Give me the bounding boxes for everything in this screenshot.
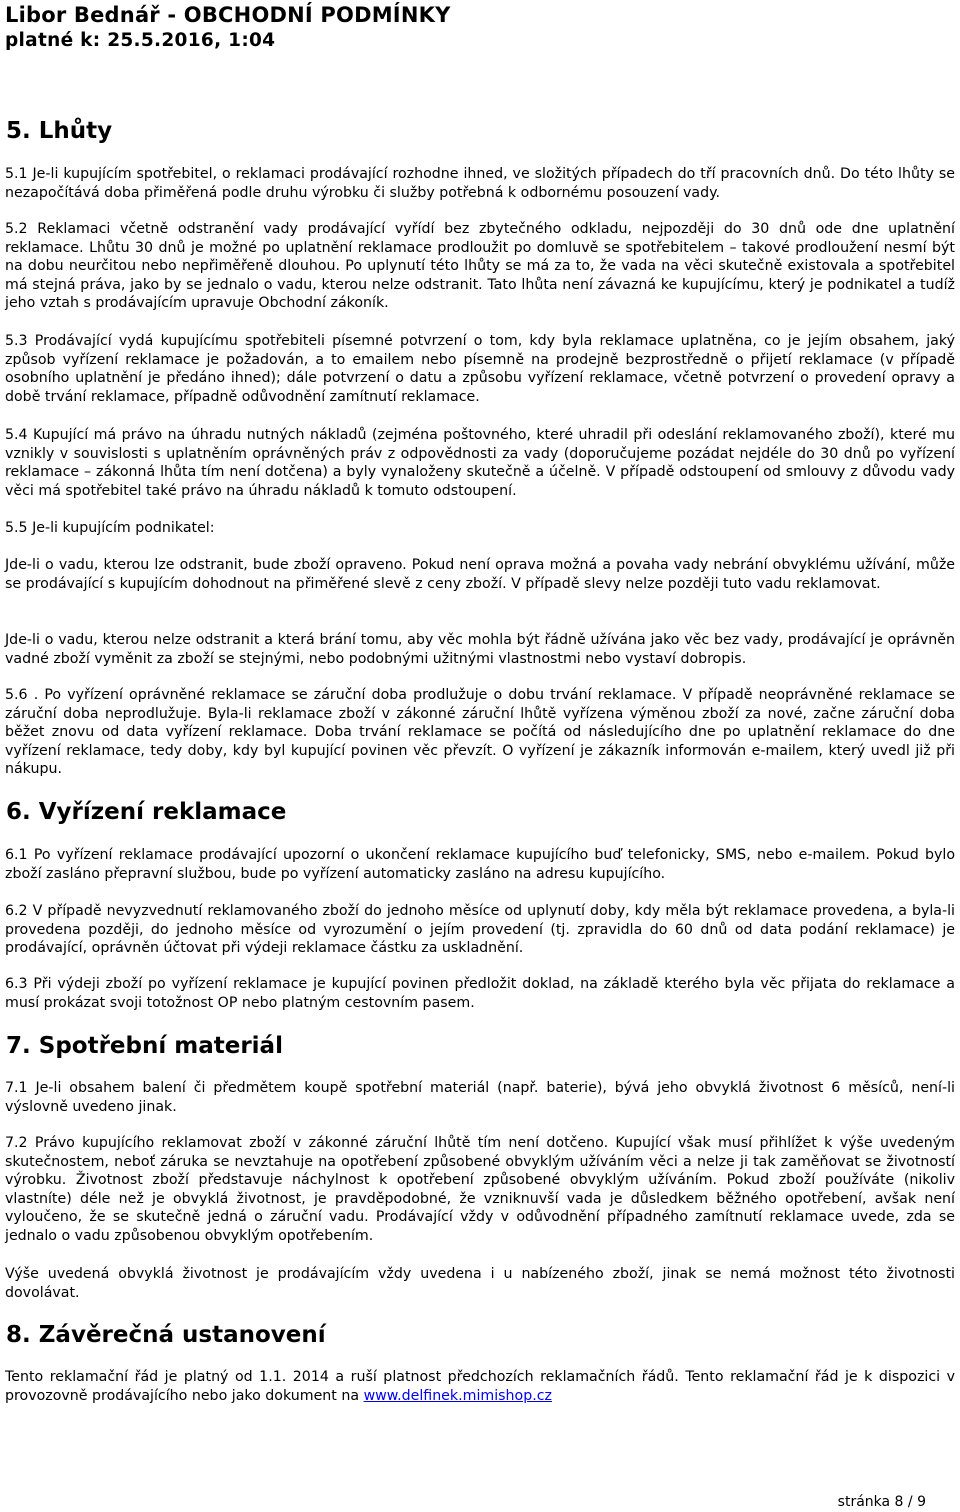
paragraph-5-3: 5.3 Prodávající vydá kupujícímu spotřebiteli písemné potvrzení o tom, kdy byla reklamace uplatněna, co je jejím obsahem, jaký způsob vyřízení reklamace je požadován, a to emailem nebo písemně na prodejně bezprostředně o přijetí reklamace (v případě osobního uplatnění je předáno ihned); dále potvrzení o datu a způsobu vyřízení reklamace, včetně potvrzení o provedení opravy a době trvání reklamace, případně odůvodnění zamítnutí reklamace.	[5, 333, 955, 405]
paragraph-5-6: 5.6 . Po vyřízení oprávněné reklamace se záruční doba prodlužuje o dobu trvání reklamace. V případě neoprávněné reklamace se záruční doba neprodlužuje. Byla-li reklamace zboží v zákonné záruční lhůtě vyřízena výměnou zboží za nové, začne záruční doba běžet znovu od data vyřízení reklamace. Doba trvání reklamace se počítá od následujícího dne po uplatnění reklamace do dne vyřízení reklamace, tedy doby, kdy byl kupující povinen věc převzít. O vyřízení je zákazník informován e-mailem, který uvedl již při nákupu.	[5, 687, 955, 778]
section-heading-5: 5. Lhůty	[6, 118, 113, 144]
section-heading-8: 8. Závěrečná ustanovení	[6, 1322, 326, 1348]
section-heading-6: 6. Vyřízení reklamace	[6, 799, 287, 825]
paragraph-7-3: Výše uvedená obvyklá životnost je prodávajícím vždy uvedena i u nabízeného zboží, jinak se nemá možnost této životnosti dovolávat.	[5, 1266, 955, 1301]
document-title: Libor Bednář - OBCHODNÍ PODMÍNKY	[5, 3, 451, 27]
shop-website-link[interactable]: www.delfinek.mimishop.cz	[363, 1387, 552, 1404]
paragraph-5-5-unrepairable: Jde-li o vadu, kterou nelze odstranit a která brání tomu, aby věc mohla být řádně užívána jako věc bez vady, prodávající je oprávněn vadné zboží vyměnit za zboží se stejnými, nebo podobnými užitnými vlastnostmi nebo vystaví dobropis.	[5, 632, 955, 667]
paragraph-6-2: 6.2 V případě nevyzvednutí reklamovaného zboží do jednoho měsíce od uplynutí doby, kdy měla být reklamace provedena, a byla-li provedena později, do jednoho měsíce od vyrozumění o jejím provedení (tj. zpravidla do 60 dnů od data podání reklamace) je prodávající, oprávněn účtovat při výdeji reklamace částku za uskladnění.	[5, 903, 955, 957]
paragraph-5-4: 5.4 Kupující má právo na úhradu nutných nákladů (zejména poštovného, které uhradil při odeslání reklamovaného zboží), které mu vznikly v souvislosti s uplatněním oprávněných práv z odpovědnosti za vady (doporučujeme pozádat nejdéle do 30 dnů po vyřízení reklamace – zákonná lhůta tím není dotčena) a byly vynaloženy skutečně a účelně. V případě odstoupení od smlouvy z důvodu vady věci má spotřebitel také právo na úhradu nákladů k tomuto odstoupení.	[5, 427, 955, 499]
paragraph-5-2: 5.2 Reklamaci včetně odstranění vady prodávající vyřídí bez zbytečného odkladu, nejpozději do 30 dnů ode dne uplatnění reklamace. Lhůtu 30 dnů je možné po uplatnění reklamace prodloužit po domluvě se spotřebitelem – takové prodloužení nesmí být na dobu neurčitou nebo nepřiměřeně dlouhou. Po uplynutí této lhůty se má za to, že vada na věci skutečně existovala a spotřebitel má stejná práva, jako by se jednalo o vadu, kterou nelze odstranit. Tato lhůta není závazná ke kupujícímu, který je podnikatel a tudíž jeho vztah s prodávajícím upravuje Obchodní zákoník.	[5, 221, 955, 312]
paragraph-7-2: 7.2 Právo kupujícího reklamovat zboží v zákonné záruční lhůtě tím není dotčeno. Kupující však musí přihlížet k výše uvedeným skutečnostem, neboť záruka se nevztahuje na opotřebení způsobené obvyklým užíváním věci a nelze ji tak zaměňovat se životností výrobku. Životnost zboží představuje náchylnost k opotřebení způsobené obvyklým užíváním. Pokud zboží používáte (nikoliv vlastníte) déle než je obvyklá životnost, je pravděpodobné, že vzniknuvší vada je důsledkem běžného opotřebení, avšak není vyloučeno, že se skutečně jedná o záruční vadu. Prodávající vždy v odůvodnění případného zamítnutí reklamace uvede, zda se jednalo o vadu způsobenou obvyklým opotřebením.	[5, 1135, 955, 1244]
paragraph-8-1	[5, 1368, 955, 1405]
section-heading-7: 7. Spotřební materiál	[6, 1033, 283, 1059]
paragraph-5-1: 5.1 Je-li kupujícím spotřebitel, o reklamaci prodávající rozhodne ihned, ve složitých případech do tří pracovních dnů. Do této lhůty se nezapočítává doba přiměřená podle druhu výrobku či služby potřebná k odbornému posouzení vady.	[5, 166, 955, 201]
paragraph-8-1-text: Tento reklamační řád je platný od 1.1. 2014 a ruší platnost předchozích reklamačních řádů. Tento reklamační řád je k dispozici v provozovně prodávajícího nebo jako dokument na	[5, 1369, 955, 1404]
paragraph-5-5: 5.5 Je-li kupujícím podnikatel:	[5, 520, 215, 536]
paragraph-7-1: 7.1 Je-li obsahem balení či předmětem koupě spotřební materiál (např. baterie), bývá jeho obvyklá životnost 6 měsíců, není-li výslovně uvedeno jinak.	[5, 1080, 955, 1115]
paragraph-5-5-repairable: Jde-li o vadu, kterou lze odstranit, bude zboží opraveno. Pokud není oprava možná a povaha vady nebrání obvyklému užívání, může se prodávající s kupujícím dohodnout na přiměřené slevě z ceny zboží. V případě slevy nelze později tuto vadu reklamovat.	[5, 557, 955, 592]
page-number: stránka 8 / 9	[837, 1494, 926, 1510]
document-valid-date: platné k: 25.5.2016, 1:04	[5, 30, 276, 51]
paragraph-6-1: 6.1 Po vyřízení reklamace prodávající upozorní o ukončení reklamace kupujícího buď telefonicky, SMS, nebo e-mailem. Pokud bylo zboží zasláno přepravní službou, bude po vyřízení automaticky zasláno na adresu kupujícího.	[5, 847, 955, 882]
paragraph-6-3: 6.3 Při výdeji zboží po vyřízení reklamace je kupující povinen předložit doklad, na základě kterého byla věc přijata do reklamace a musí prokázat svoji totožnost OP nebo platným cestovním pasem.	[5, 976, 955, 1011]
